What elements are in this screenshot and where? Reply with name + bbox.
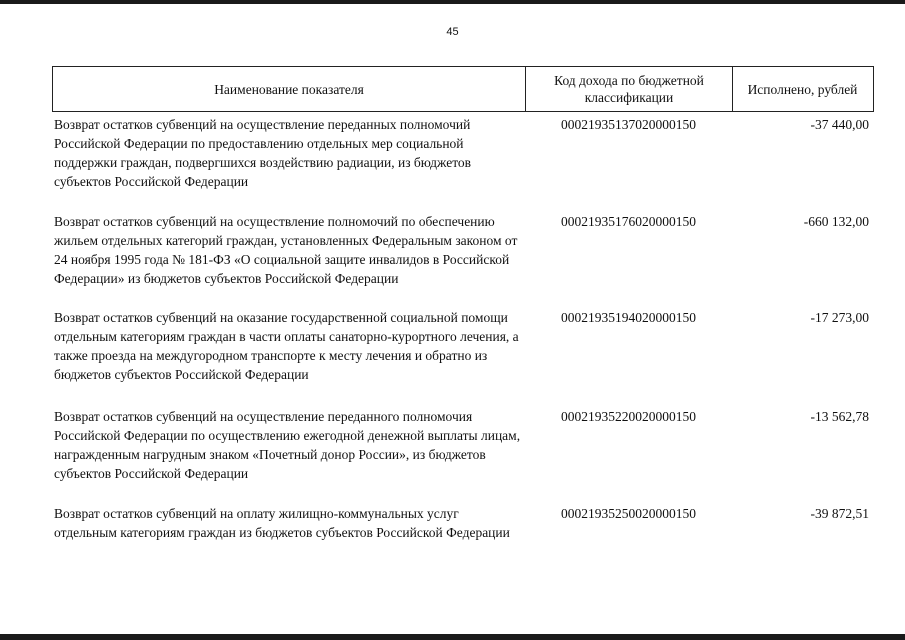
row-code: 00021935137020000150 <box>561 117 696 132</box>
table-row <box>52 308 874 407</box>
row-amount: -660 132,00 <box>803 214 869 229</box>
table-header <box>52 66 874 112</box>
row-amount: -13 562,78 <box>810 409 869 424</box>
scan-edge-top <box>0 0 905 4</box>
header-amount: Исполнено, рублей <box>747 81 858 97</box>
scan-edge-bottom <box>0 634 905 640</box>
row-name: Возврат остатков субвенций на осуществление переданного полномочия Российской Федерации по осуществлению ежегодной денежной выплаты лицам, награжденным нагрудным знаком «Почетный донор России», из бюджетов субъектов Российской Федерации <box>54 409 521 481</box>
table-row <box>52 407 874 504</box>
row-code: 00021935220020000150 <box>561 409 696 424</box>
table-row <box>52 212 874 308</box>
row-amount: -39 872,51 <box>810 506 869 521</box>
row-name: Возврат остатков субвенций на осуществление полномочий по обеспечению жильем отдельных категорий граждан, установленных Федеральным законом от 24 ноября 1995 года № 181-ФЗ «О социальной защите инвалидов в Российской Федерации» из бюджетов субъектов Российской Федерации <box>54 214 518 286</box>
row-name: Возврат остатков субвенций на осуществление переданных полномочий Российской Федерации по предоставлению отдельных мер социальной поддержки граждан, подвергшихся воздействию радиации, из бюджетов субъектов Российской Федерации <box>54 117 472 189</box>
header-name: Наименование показателя <box>53 67 526 111</box>
row-code: 00021935194020000150 <box>561 310 696 325</box>
row-code: 00021935176020000150 <box>561 214 696 229</box>
row-code: 00021935250020000150 <box>561 506 696 521</box>
row-name: Возврат остатков субвенций на оплату жилищно-коммунальных услуг отдельным категориям граждан из бюджетов субъектов Российской Федерации <box>54 506 510 540</box>
table-row <box>52 504 874 564</box>
revenue-table <box>52 66 874 564</box>
row-amount: -37 440,00 <box>810 117 869 132</box>
header-code: Код дохода по бюджетной классификации <box>526 67 733 111</box>
row-name: Возврат остатков субвенций на оказание государственной социальной помощи отдельным категориям граждан в части оплаты санаторно-курортного лечения, а также проезда на междугородном транспорте к месту лечения и обратно из бюджетов субъектов Российской Федерации <box>54 310 519 382</box>
row-amount: -17 273,00 <box>810 310 869 325</box>
page-number: 45 <box>446 26 459 38</box>
table-row <box>52 115 874 212</box>
